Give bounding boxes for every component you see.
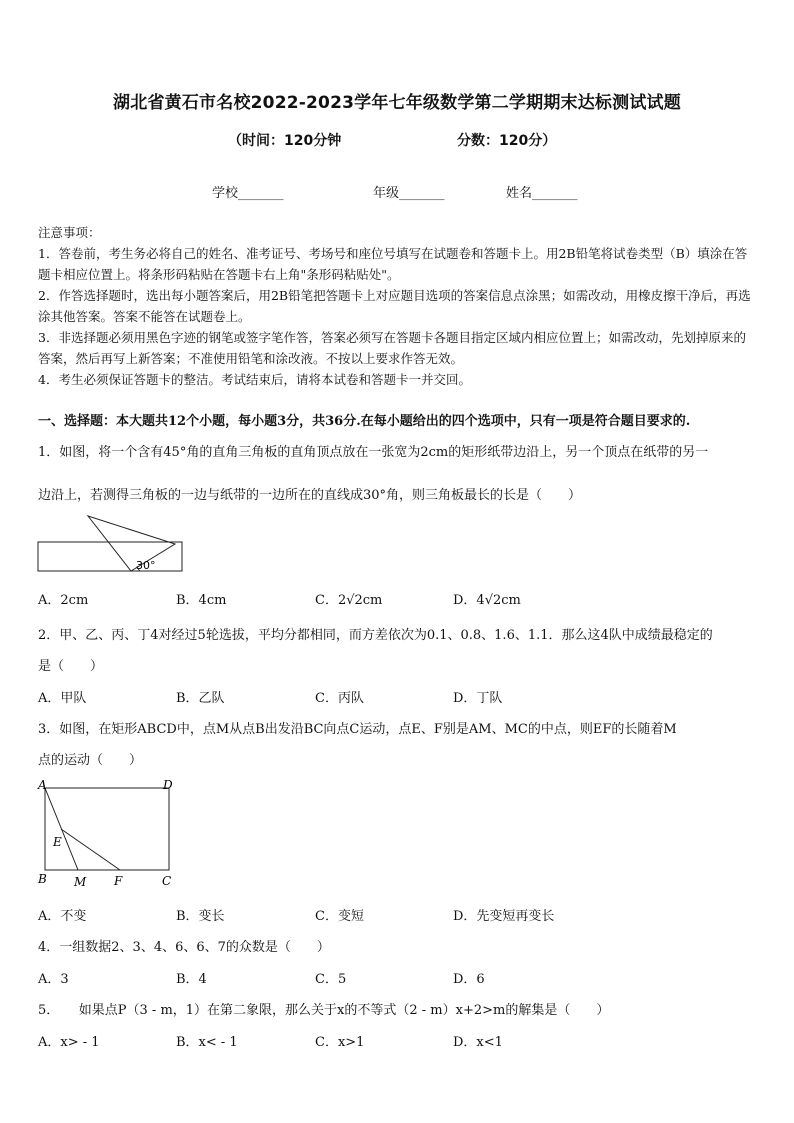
school-field: 学校_______ — [212, 186, 284, 201]
option-a[interactable]: A．2cm — [38, 593, 89, 608]
question-3-figure — [34, 776, 184, 890]
option-a[interactable]: A．x> - 1 — [38, 1035, 100, 1050]
label-e: E — [53, 835, 62, 849]
question-3-line2: 点的运动（ ） — [38, 753, 143, 768]
angle-label: 30° — [136, 559, 156, 572]
option-d[interactable]: D．6 — [453, 972, 485, 987]
question-5-line1: 5． 如果点P（3 - m，1）在第二象限，那么关于x的不等式（2 - m）x+2>m的解集是（ ） — [38, 1003, 610, 1018]
notice-block — [38, 222, 758, 390]
triangle-ruler — [88, 516, 175, 571]
notice-item: 1．答卷前，考生务必将自己的姓名、准考证号、考场号和座位号填写在试题卷和答题卡上。用2B铅笔将试卷类型（B）填涂在答题卡相应位置上。将条形码粘贴在答题卡右上角"条形码粘贴处"。 — [38, 246, 748, 282]
option-b[interactable]: B．4cm — [176, 593, 227, 608]
name-field: 姓名_______ — [506, 186, 578, 201]
option-c[interactable]: C．2√2cm — [315, 593, 383, 608]
label-m: M — [74, 875, 87, 889]
option-d[interactable]: D．先变短再变长 — [453, 909, 555, 924]
option-b[interactable]: B．乙队 — [176, 691, 225, 706]
section-heading: 一、选择题：本大题共12个小题，每小题3分，共36分.在每小题给出的四个选项中，只有一项是符合题目要求的. — [38, 414, 691, 429]
label-f: F — [114, 874, 123, 888]
score-label: 分数：120分） — [457, 133, 557, 149]
label-b: B — [38, 872, 47, 886]
notice-item: 3．非选择题必须用黑色字迹的钢笔或签字笔作答，答案必须写在答题卡各题目指定区域内相应位置上；如需改动，先划掉原来的答案，然后再写上新答案；不准使用铅笔和涂改液。不按以上要求作答无效。 — [38, 330, 746, 366]
option-d[interactable]: D．4√2cm — [453, 593, 521, 608]
option-d[interactable]: D．丁队 — [453, 691, 503, 706]
question-4-line1: 4．一组数据2、3、4、6、6、7的众数是（ ） — [38, 940, 330, 955]
option-a[interactable]: A．3 — [38, 972, 69, 987]
question-2-line1: 2．甲、乙、丙、丁4对经过5轮选拔，平均分都相同，而方差依次为0.1、0.8、1.6、1.1．那么这4队中成绩最稳定的 — [38, 628, 713, 643]
option-c[interactable]: C．x>1 — [315, 1035, 365, 1050]
question-1-figure — [36, 512, 186, 576]
label-a: A — [38, 778, 47, 792]
option-b[interactable]: B．4 — [176, 972, 207, 987]
notice-heading: 注意事项： — [38, 225, 101, 240]
option-c[interactable]: C．5 — [315, 972, 347, 987]
option-b[interactable]: B．x< - 1 — [176, 1035, 238, 1050]
option-c[interactable]: C．变短 — [315, 909, 364, 924]
option-c[interactable]: C．丙队 — [315, 691, 364, 706]
page-title: 湖北省黄石市名校2022-2023学年七年级数学第二学期期末达标测试试题 — [113, 93, 681, 113]
option-d[interactable]: D．x<1 — [453, 1035, 503, 1050]
notice-item: 2．作答选择题时，选出每小题答案后，用2B铅笔把答题卡上对应题目选项的答案信息点涂黑；如需改动，用橡皮擦干净后，再选涂其他答案。答案不能答在试题卷上。 — [38, 288, 751, 324]
option-a[interactable]: A．甲队 — [38, 691, 87, 706]
question-1-line2: 边沿上，若测得三角板的一边与纸带的一边所在的直线成30°角，则三角板最长的长是（ ） — [38, 488, 582, 503]
grade-field: 年级_______ — [373, 186, 445, 201]
question-3-line1: 3．如图，在矩形ABCD中，点M从点B出发沿BC向点C运动，点E、F别是AM、MC的中点，则EF的长随着M — [38, 722, 677, 737]
option-a[interactable]: A．不变 — [38, 909, 87, 924]
question-1-line1: 1．如图，将一个含有45°角的直角三角板的直角顶点放在一张宽为2cm的矩形纸带边沿上，另一个顶点在纸带的另一 — [38, 445, 709, 460]
option-b[interactable]: B．变长 — [176, 909, 225, 924]
notice-item: 4．考生必须保证答题卡的整洁。考试结束后，请将本试卷和答题卡一并交回。 — [38, 372, 471, 387]
paper-strip — [38, 542, 182, 571]
label-c: C — [162, 874, 172, 888]
label-d: D — [163, 778, 173, 792]
question-2-line2: 是（ ） — [38, 659, 104, 674]
time-label: （时间：120分钟 — [228, 133, 342, 149]
rectangle-abcd — [45, 788, 169, 870]
